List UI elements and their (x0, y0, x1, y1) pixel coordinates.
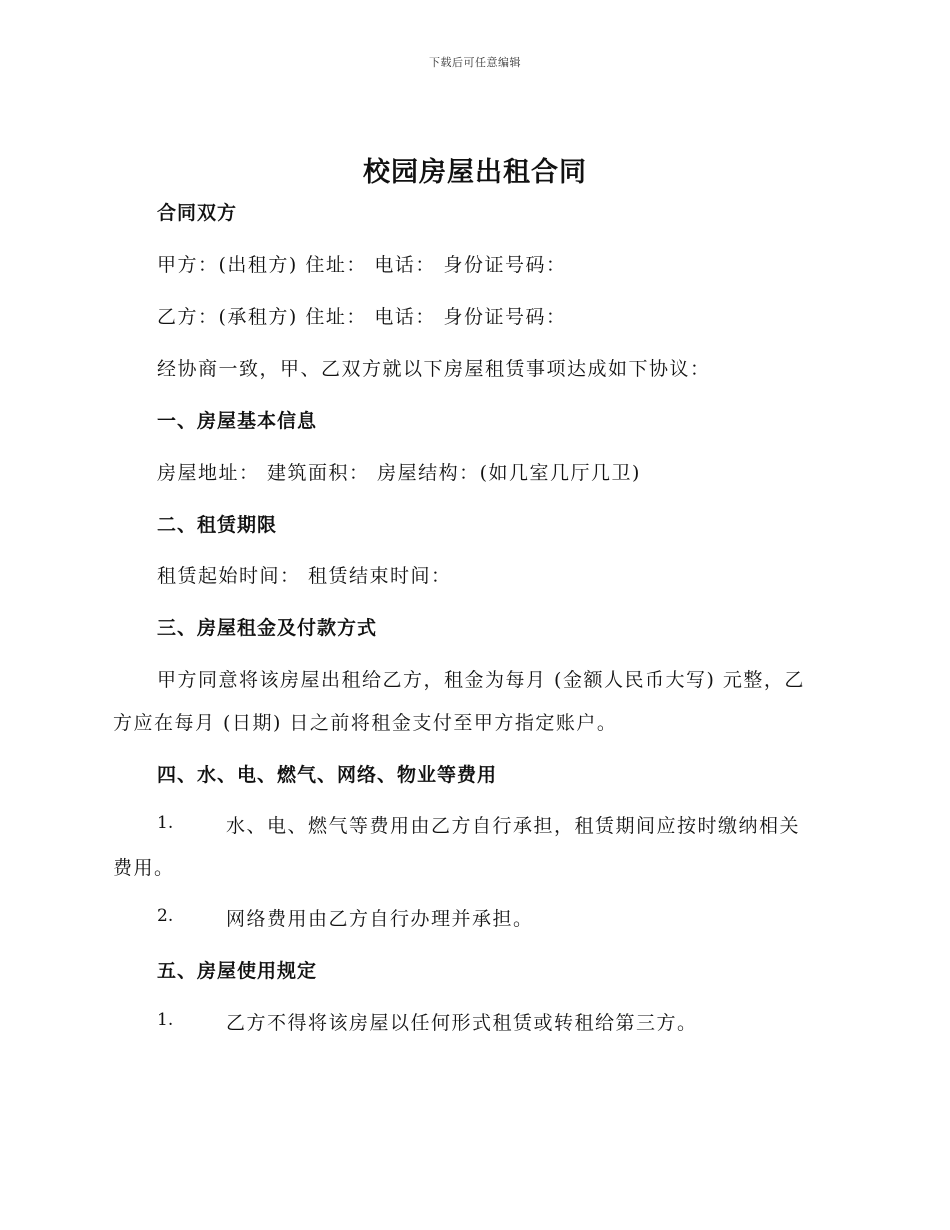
section1-text: 房屋地址： 建筑面积： 房屋结构：(如几室几厅几卫) (157, 462, 641, 484)
section5-item1-number: 1. (157, 1010, 174, 1030)
section4-item2-number: 2. (157, 906, 174, 926)
section4-item1-line2: 费用。 (113, 857, 175, 879)
agreement-intro: 经协商一致，甲、乙双方就以下房屋租赁事项达成如下协议： (157, 358, 711, 380)
document-title: 校园房屋出租合同 (363, 157, 587, 188)
section4-item2-text: 网络费用由乙方自行办理并承担。 (226, 908, 534, 930)
section1-heading: 一、房屋基本信息 (157, 410, 318, 432)
parties-heading: 合同双方 (157, 202, 238, 224)
section2-text: 租赁起始时间： 租赁结束时间： (157, 565, 452, 587)
party-b-line: 乙方：(承租方) 住址： 电话： 身份证号码： (157, 306, 567, 328)
section4-item1-line1: 水、电、燃气等费用由乙方自行承担，租赁期间应按时缴纳相关 (226, 815, 801, 837)
section4-heading: 四、水、电、燃气、网络、物业等费用 (157, 764, 498, 786)
section5-item1-text: 乙方不得将该房屋以任何形式租赁或转租给第三方。 (226, 1012, 698, 1034)
section4-item1-number: 1. (157, 813, 174, 833)
section3-line2: 方应在每月 (日期) 日之前将租金支付至甲方指定账户。 (113, 712, 618, 734)
party-a-line: 甲方：(出租方) 住址： 电话： 身份证号码： (157, 254, 567, 276)
section2-heading: 二、租赁期限 (157, 514, 278, 536)
section3-line1: 甲方同意将该房屋出租给乙方，租金为每月 (金额人民币大写) 元整，乙 (157, 669, 805, 691)
section3-heading: 三、房屋租金及付款方式 (157, 617, 378, 639)
section5-heading: 五、房屋使用规定 (157, 960, 318, 982)
header-note: 下载后可任意编辑 (429, 56, 521, 69)
